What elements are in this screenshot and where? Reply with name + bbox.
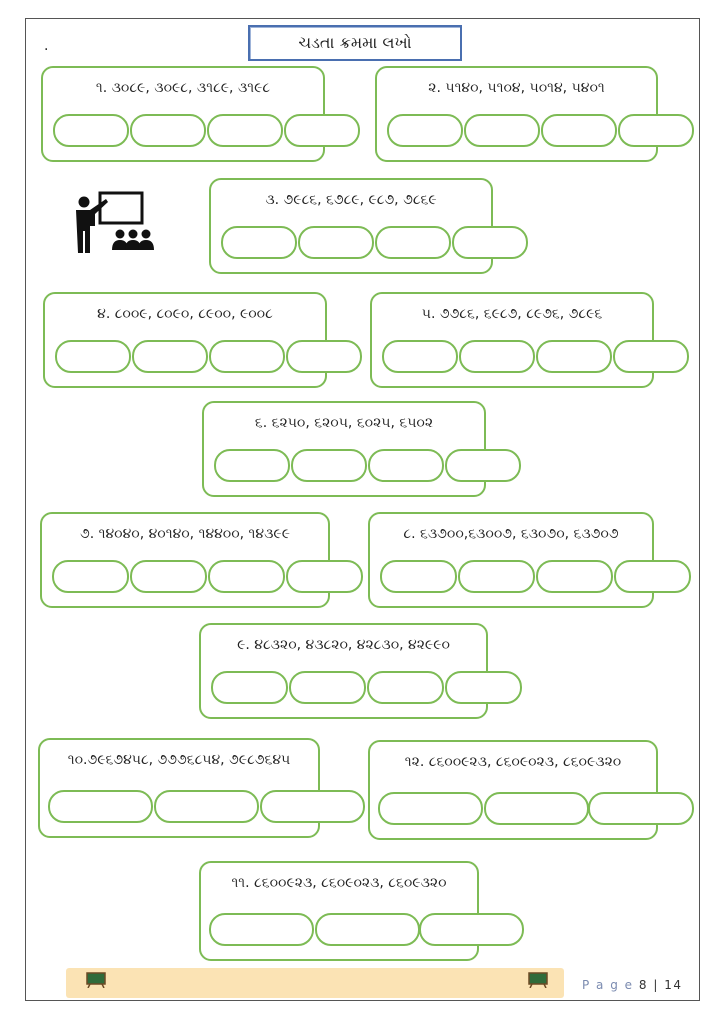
page-separator: | (653, 978, 659, 992)
teacher-icon (70, 190, 154, 256)
answer-slot[interactable] (419, 913, 524, 946)
exercise-label-6: ૬. ૬૨૫૦, ૬૨૦૫, ૬૦૨૫, ૬૫૦૨ (254, 415, 434, 431)
answer-slot[interactable] (154, 790, 259, 823)
exercise-card-11 (199, 861, 479, 961)
page-border (25, 18, 700, 1001)
exercise-label-3: ૩. ૭૯૮૬, ૬૭૮૯, ૯૮૭, ૭૮૬૯ (265, 192, 437, 208)
exercise-label-4: ૪. ૮૦૦૯, ૮૦૯૦, ૮૯૦૦, ૯૦૦૮ (97, 306, 273, 322)
answer-slot[interactable] (614, 560, 691, 593)
page-number (582, 978, 683, 992)
answer-slot[interactable] (459, 340, 535, 373)
answer-slot[interactable] (445, 671, 522, 704)
exercise-label-8: ૮. ૬૩૭૦૦,૬૩૦૦૭, ૬૩૦૭૦, ૬૩૭૦૭ (403, 526, 619, 542)
answer-slot[interactable] (130, 560, 207, 593)
answer-slot[interactable] (367, 671, 444, 704)
exercise-card-7 (40, 512, 330, 608)
answer-slot[interactable] (286, 340, 362, 373)
answer-slot[interactable] (52, 560, 129, 593)
answer-slot[interactable] (48, 790, 153, 823)
footer-bar (66, 968, 564, 998)
answer-slot[interactable] (315, 913, 420, 946)
answer-slot[interactable] (260, 790, 365, 823)
answer-slot[interactable] (613, 340, 689, 373)
exercise-card-8 (368, 512, 654, 608)
page-total: 14 (664, 978, 683, 992)
exercise-card-2 (375, 66, 658, 162)
answer-slot[interactable] (284, 114, 360, 147)
exercise-label-5: ૫. ૭૭૮૬, ૬૯૮૭, ૮૯૭૬, ૭૮૯૬ (421, 306, 603, 322)
exercise-label-7: ૭. ૧૪૦૪૦, ૪૦૧૪૦, ૧૪૪૦૦, ૧૪૩૯૯ (80, 526, 290, 542)
exercise-label-11: ૧૧. ૮૬૦૦૯૨૩, ૮૬૦૯૦૨૩, ૮૬૦૯૩૨૦ (231, 875, 447, 891)
answer-slot[interactable] (209, 913, 314, 946)
answer-slot[interactable] (368, 449, 444, 482)
answer-slot[interactable] (387, 114, 463, 147)
exercise-card-10 (38, 738, 320, 838)
exercise-card-5 (370, 292, 654, 388)
answer-slot[interactable] (221, 226, 297, 259)
exercise-label-12: ૧૨. ૮૬૦૦૯૨૩, ૮૬૦૯૦૨૩, ૮૬૦૯૩૨૦ (404, 754, 622, 770)
answer-slot[interactable] (458, 560, 535, 593)
chalkboard-icon (86, 972, 106, 988)
worksheet-title: ચડતા ક્રમમા લખો (248, 25, 462, 61)
answer-slot[interactable] (208, 560, 285, 593)
exercise-card-9 (199, 623, 488, 719)
page-dot: . (44, 38, 49, 54)
answer-slot[interactable] (452, 226, 528, 259)
answer-slot[interactable] (214, 449, 290, 482)
answer-slot[interactable] (536, 560, 613, 593)
answer-slot[interactable] (130, 114, 206, 147)
page-word: P a g e (582, 978, 634, 992)
exercise-card-1 (41, 66, 325, 162)
answer-slot[interactable] (132, 340, 208, 373)
answer-slot[interactable] (541, 114, 617, 147)
answer-slot[interactable] (382, 340, 458, 373)
chalkboard-icon (528, 972, 548, 988)
exercise-label-1: ૧. ૩૦૮૯, ૩૦૯૮, ૩૧૮૯, ૩૧૯૮ (95, 80, 271, 96)
answer-slot[interactable] (464, 114, 540, 147)
answer-slot[interactable] (209, 340, 285, 373)
answer-slot[interactable] (618, 114, 694, 147)
exercise-card-4 (43, 292, 327, 388)
answer-slot[interactable] (588, 792, 694, 825)
answer-slot[interactable] (298, 226, 374, 259)
exercise-card-12 (368, 740, 658, 840)
answer-slot[interactable] (289, 671, 366, 704)
exercise-label-10: ૧૦.૭૯૬૭૪૫૮, ૭૭૭૬૮૫૪, ૭૯૮૭૬૪૫ (67, 752, 291, 768)
answer-slot[interactable] (207, 114, 283, 147)
answer-slot[interactable] (380, 560, 457, 593)
answer-slot[interactable] (53, 114, 129, 147)
answer-slot[interactable] (445, 449, 521, 482)
page-current: 8 (638, 978, 649, 992)
answer-slot[interactable] (378, 792, 483, 825)
answer-slot[interactable] (291, 449, 367, 482)
answer-slot[interactable] (211, 671, 288, 704)
exercise-card-6 (202, 401, 486, 497)
exercise-card-3 (209, 178, 493, 274)
answer-slot[interactable] (55, 340, 131, 373)
exercise-label-2: ૨. ૫૧૪૦, ૫૧૦૪, ૫૦૧૪, ૫૪૦૧ (428, 80, 605, 96)
answer-slot[interactable] (286, 560, 363, 593)
answer-slot[interactable] (484, 792, 589, 825)
answer-slot[interactable] (375, 226, 451, 259)
exercise-label-9: ૯. ૪૮૩૨૦, ૪૩૮૨૦, ૪૨૮૩૦, ૪૨૯૯૦ (237, 637, 450, 653)
answer-slot[interactable] (536, 340, 612, 373)
